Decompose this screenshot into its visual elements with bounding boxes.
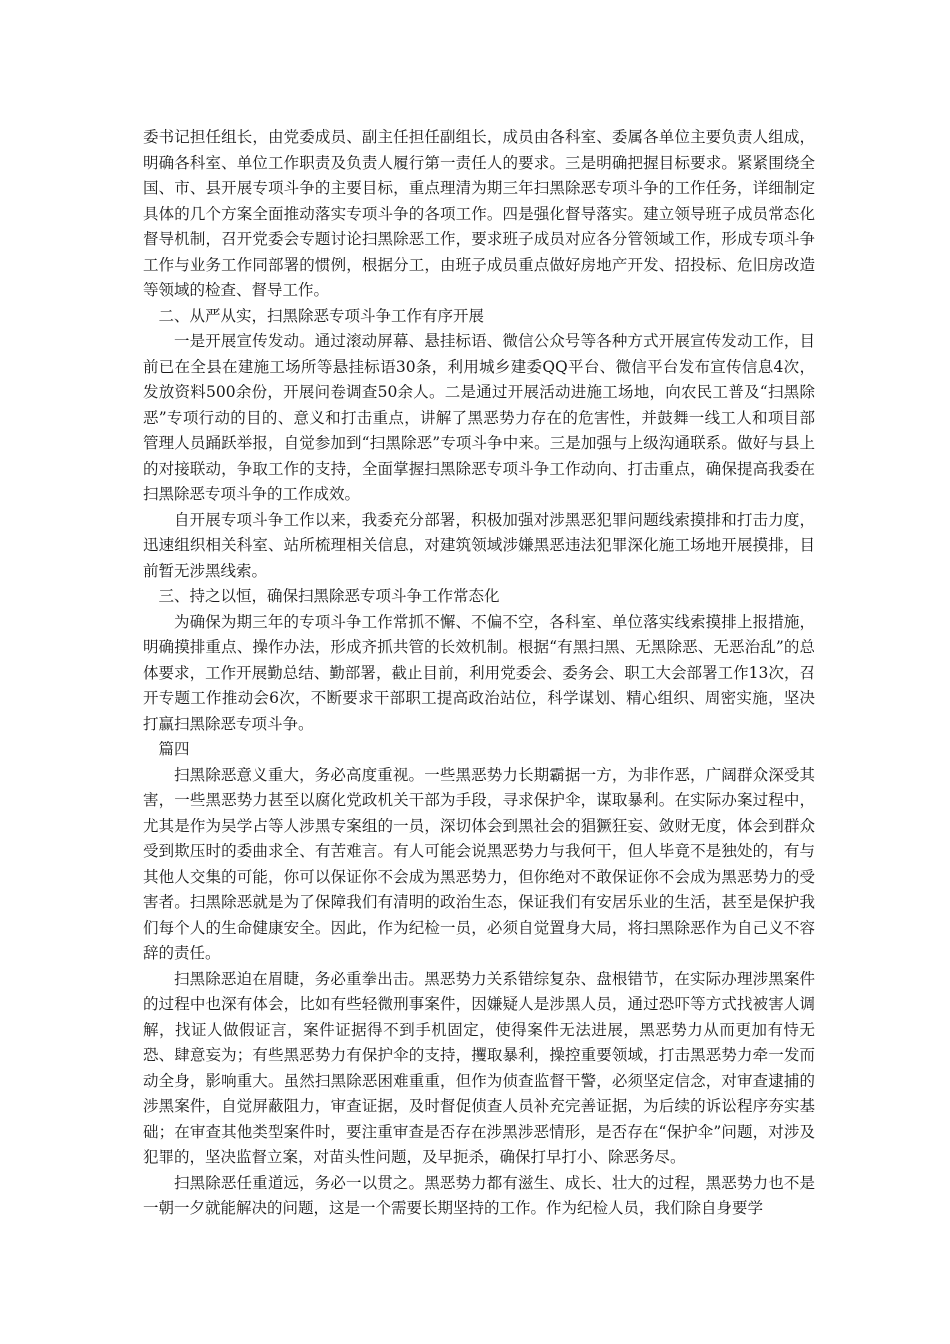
body-paragraph: 扫黑除恶迫在眉睫，务必重拳出击。黑恶势力关系错综复杂、盘根错节，在实际办理涉黑案件的过程中也深有体会，比如有些轻微刑事案件，因嫌疑人是涉黑人员，通过恐吓等方式找被害人调解，找证人做假证言，案件证据得不到手机固定，使得案件无法进展，黑恶势力从而更加有恃无恐、肆意妄为；有些黑恶势力有保护伞的支持，攫取暴利，操控重要领域，打击黑恶势力牵一发而动全身，影响重大。虽然扫黑除恶困难重重，但作为侦查监督干警，必须坚定信念，对审查逮捕的涉黑案件，自觉屏蔽阻力，审查证据，及时督促侦查人员补充完善证据，为后续的诉讼程序夯实基础；在审查其他类型案件时，要注重审查是否存在涉黑涉恶情形，是否存在“保护伞”问题，对涉及犯罪的，坚决监督立案，对苗头性问题，及早扼杀，确保打早打小、除恶务尽。 (143, 969, 815, 1166)
chapter-heading: 篇四 (158, 740, 190, 758)
body-paragraph: 扫黑除恶任重道远，务必一以贯之。黑恶势力都有滋生、成长、壮大的过程，黑恶势力也不是一朝一夕就能解决的问题，这是一个需要长期坚持的工作。作为纪检人员，我们除自身要学 (143, 1173, 815, 1217)
body-paragraph: 自开展专项斗争工作以来，我委充分部署，积极加强对涉黑恶犯罪问题线索摸排和打击力度，迅速组织相关科室、站所梳理相关信息，对建筑领域涉嫌黑恶违法犯罪深化施工场地开展摸排，目前暂无涉黑线索。 (143, 510, 815, 580)
document-page (143, 125, 815, 1222)
body-paragraph: 为确保为期三年的专项斗争工作常抓不懈、不偏不空，各科室、单位落实线索摸排上报措施，明确摸排重点、操作办法，形成齐抓共管的长效机制。根据“有黑扫黑、无黑除恶、无恶治乱”的总体要求，工作开展勤总结、勤部署，截止目前，利用党委会、委务会、职工大会部署工作13次，召开专题工作推动会6次，不断要求干部职工提高政治站位，科学谋划、精心组织、周密实施，坚决打赢扫黑除恶专项斗争。 (143, 612, 815, 733)
body-paragraph: 扫黑除恶意义重大，务必高度重视。一些黑恶势力长期霸据一方，为非作恶，广阔群众深受其害，一些黑恶势力甚至以腐化党政机关干部为手段，寻求保护伞，谋取暴利。在实际办案过程中，尤其是作为吴学占等人涉黑专案组的一员，深切体会到黑社会的猖獗狂妄、敛财无度，体会到群众受到欺压时的委曲求全、有苦难言。有人可能会说黑恶势力与我何干，但人毕竟不是独处的，有与其他人交集的可能，你可以保证你不会成为黑恶势力，但你绝对不敢保证你不会成为黑恶势力的受害者。扫黑除恶就是为了保障我们有清明的政治生态，保证我们有安居乐业的生活，甚至是保护我们每个人的生命健康安全。因此，作为纪检一员，必须自觉置身大局，将扫黑除恶作为自己义不容辞的责任。 (143, 765, 815, 962)
body-paragraph: 一是开展宣传发动。通过滚动屏幕、悬挂标语、微信公众号等各种方式开展宣传发动工作，目前已在全县在建施工场所等悬挂标语30条，利用城乡建委QQ平台、微信平台发布宣传信息4次，发放资料500余份，开展问卷调查50余人。二是通过开展活动进施工场地，向农民工普及“扫黑除恶”专项行动的目的、意义和打击重点，讲解了黑恶势力存在的危害性，并鼓舞一线工人和项目部管理人员踊跃举报，自觉参加到“扫黑除恶”专项斗争中来。三是加强与上级沟通联系。做好与县上的对接联动，争取工作的支持，全面掌握扫黑除恶专项斗争工作动向、打击重点，确保提高我委在扫黑除恶专项斗争的工作成效。 (143, 332, 815, 503)
section-heading: 三、持之以恒，确保扫黑除恶专项斗争工作常态化 (158, 587, 500, 605)
body-paragraph: 委书记担任组长，由党委成员、副主任担任副组长，成员由各科室、委属各单位主要负责人组成，明确各科室、单位工作职责及负责人履行第一责任人的要求。三是明确把握目标要求。紧紧围绕全国、市、县开展专项斗争的主要目标，重点理清为期三年扫黑除恶专项斗争的工作任务，详细制定具体的几个方案全面推动落实专项斗争的各项工作。四是强化督导落实。建立领导班子成员常态化督导机制，召开党委会专题讨论扫黑除恶工作，要求班子成员对应各分管领域工作，形成专项斗争工作与业务工作同部署的惯例，根据分工，由班子成员重点做好房地产开发、招投标、危旧房改造等领域的检查、督导工作。 (143, 128, 815, 299)
section-heading: 二、从严从实，扫黑除恶专项斗争工作有序开展 (158, 306, 485, 325)
